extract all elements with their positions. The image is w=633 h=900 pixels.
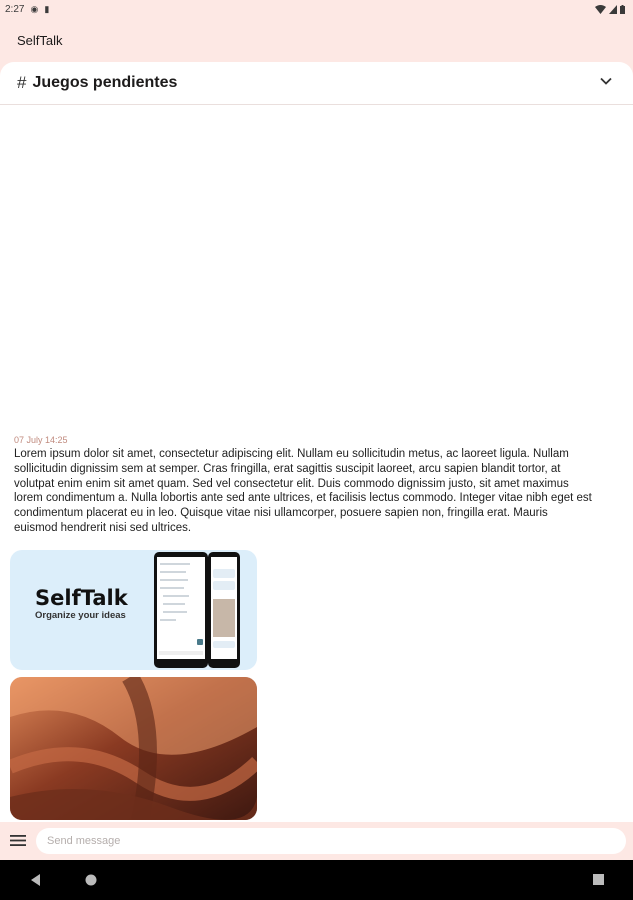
- system-nav-bar: [0, 860, 633, 900]
- hash-icon: #: [17, 73, 27, 92]
- signal-icon: [609, 5, 617, 14]
- channel-title: Juegos pendientes: [32, 74, 178, 91]
- menu-icon[interactable]: [10, 834, 26, 847]
- status-bar: [0, 0, 633, 18]
- promo-brand: SelfTalk: [35, 586, 128, 610]
- message[interactable]: [14, 435, 594, 536]
- wifi-icon: [595, 5, 606, 14]
- chevron-down-icon[interactable]: [599, 74, 613, 88]
- storage-icon: ▮: [44, 3, 50, 14]
- promo-tagline: Organize your ideas: [35, 610, 126, 621]
- sync-icon: ◉: [30, 3, 39, 14]
- message-input[interactable]: [36, 828, 626, 854]
- back-icon[interactable]: [29, 873, 41, 887]
- channel-header[interactable]: [0, 62, 633, 105]
- battery-icon: [620, 5, 625, 14]
- composer-bar: [0, 822, 633, 860]
- promo-image[interactable]: [10, 550, 257, 670]
- app-title: SelfTalk: [17, 32, 63, 48]
- home-icon[interactable]: [84, 873, 98, 887]
- chat-card: [0, 62, 633, 860]
- app-bar: [0, 18, 633, 62]
- canyon-photo[interactable]: [10, 677, 257, 820]
- recents-icon[interactable]: [592, 873, 605, 887]
- message-date: 07 July 14:25: [14, 435, 68, 445]
- message-text: Lorem ipsum dolor sit amet, consectetur adipiscing elit. Nullam eu sollicitudin metus, ac laoreet ligula. Nullam sollicitudin dignissim sem at semper. Cras fringilla, erat sagittis suscipit laoreet, arcu sapien blandit tortor, at volutpat enim enim sit amet quam. Sed vel consectetur elit. Duis commodo dignissim justo, sit amet maximus lorem condimentum a. Nulla lobortis ante sed ante ultrices, et facilisis lectus commodo. Integer vitae nibh eget est condimentum placerat eu in leo. Quisque vitae nisi ullamcorper, posuere sapien non, fringilla erat. Mauris euismod hendrerit nisi sed ultrices.: [14, 448, 592, 534]
- phone-mockup-left: [154, 552, 208, 668]
- status-time: 2:27: [5, 3, 25, 15]
- phone-mockup-right: [208, 552, 240, 668]
